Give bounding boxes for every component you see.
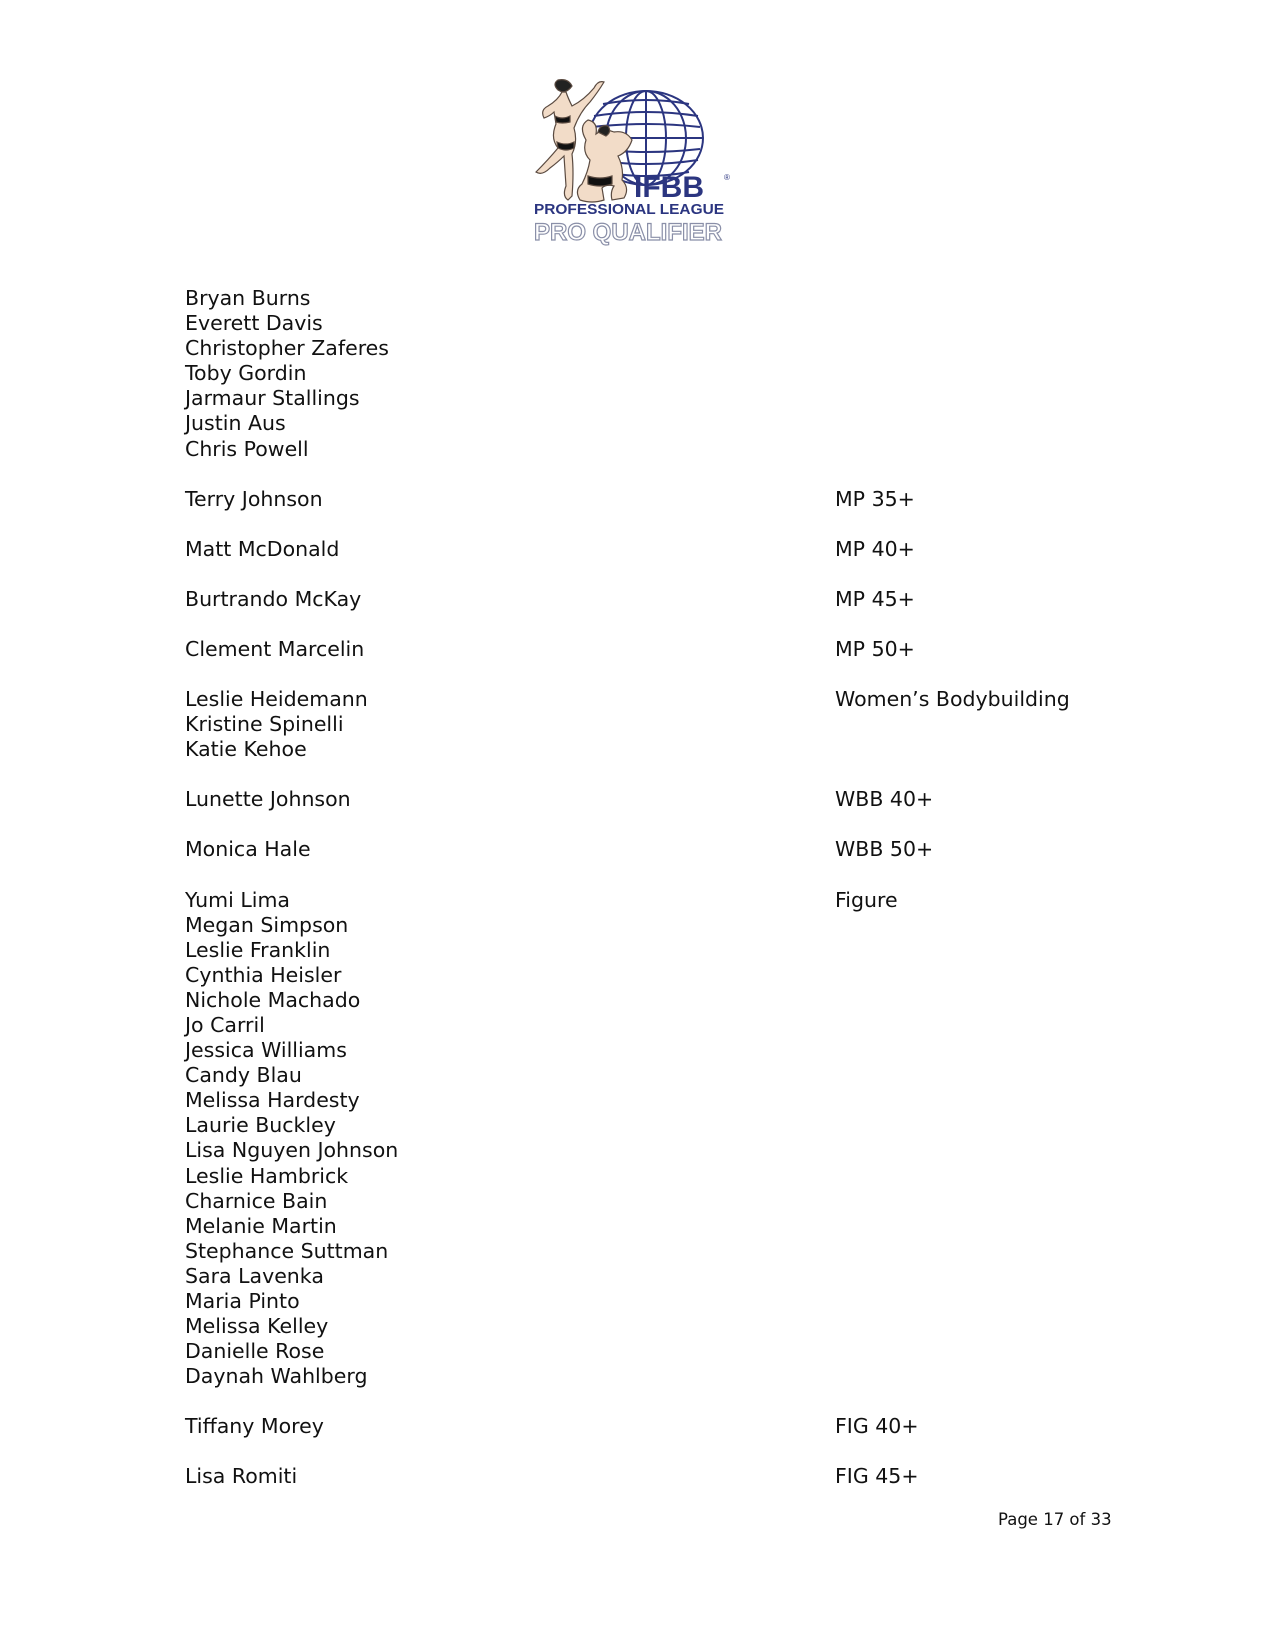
division-label: FIG 45+	[835, 1464, 919, 1489]
competitor-name: Nichole Machado	[185, 987, 361, 1012]
competitor-name: Leslie Heidemann	[185, 687, 368, 712]
division-label: FIG 40+	[835, 1414, 919, 1439]
division-label: Figure	[835, 887, 898, 912]
competitor-name: Stephance Suttman	[185, 1238, 389, 1263]
category-group	[185, 487, 1105, 512]
logo-professional-league-text: PROFESSIONAL LEAGUE	[534, 202, 725, 218]
category-group	[185, 687, 1105, 762]
competitor-name: Bryan Burns	[185, 286, 311, 310]
division-label: MP 45+	[835, 586, 915, 611]
logo-ifbb-text: IFBB	[634, 171, 704, 204]
competitor-name: Kristine Spinelli	[185, 712, 344, 737]
division-label: MP 40+	[835, 536, 915, 561]
division-label: WBB 40+	[835, 787, 934, 812]
competitor-name: Everett Davis	[185, 311, 323, 336]
competitor-name: Sara Lavenka	[185, 1263, 324, 1288]
competitor-name: Clement Marcelin	[185, 636, 365, 661]
competitor-names	[185, 1414, 835, 1439]
category-group	[185, 837, 1105, 862]
category-group	[185, 1464, 1105, 1489]
competitor-list	[185, 286, 1105, 1515]
competitor-name: Melissa Hardesty	[185, 1088, 360, 1113]
competitor-name: Charnice Bain	[185, 1188, 328, 1213]
division-label: WBB 50+	[835, 837, 934, 862]
competitor-name: Leslie Franklin	[185, 937, 331, 962]
competitor-names	[185, 487, 835, 512]
competitor-name: Cynthia Heisler	[185, 962, 342, 987]
competitor-names	[185, 637, 835, 662]
competitor-name: Jo Carril	[185, 1012, 265, 1037]
competitor-name: Jarmaur Stallings	[185, 386, 360, 411]
logo-graphic	[528, 76, 740, 252]
competitor-name: Lisa Nguyen Johnson	[185, 1138, 399, 1163]
competitor-name: Christopher Zaferes	[185, 336, 389, 361]
competitor-name: Leslie Hambrick	[185, 1163, 349, 1188]
competitor-name: Chris Powell	[185, 436, 309, 461]
competitor-name: Laurie Buckley	[185, 1113, 336, 1138]
page-number: Page 17 of 33	[998, 1510, 1112, 1529]
division-label	[835, 286, 1105, 311]
competitor-name: Maria Pinto	[185, 1289, 300, 1313]
competitor-name: Danielle Rose	[185, 1339, 325, 1364]
competitor-name: Melissa Kelley	[185, 1314, 329, 1339]
registered-mark: ®	[724, 173, 730, 182]
category-group	[185, 1414, 1105, 1439]
competitor-name: Monica Hale	[185, 837, 311, 862]
category-group	[185, 637, 1105, 662]
competitor-names	[185, 1464, 835, 1489]
category-group	[185, 587, 1105, 612]
division-label: Women’s Bodybuilding	[835, 687, 1070, 712]
competitor-names	[185, 587, 835, 612]
ifbb-pro-qualifier-logo	[528, 76, 740, 252]
competitor-names	[185, 286, 835, 462]
competitor-name: Toby Gordin	[185, 361, 307, 386]
category-group	[185, 286, 1105, 462]
division-label: MP 50+	[835, 636, 915, 661]
competitor-names	[185, 537, 835, 562]
competitor-name: Matt McDonald	[185, 536, 340, 561]
competitor-name: Megan Simpson	[185, 912, 349, 937]
category-group	[185, 787, 1105, 812]
competitor-name: Yumi Lima	[185, 887, 290, 912]
category-group	[185, 537, 1105, 562]
competitor-name: Daynah Wahlberg	[185, 1364, 368, 1389]
competitor-name: Justin Aus	[185, 411, 286, 436]
division-label: MP 35+	[835, 486, 915, 511]
competitor-name: Candy Blau	[185, 1063, 302, 1088]
competitor-name: Lisa Romiti	[185, 1464, 298, 1489]
competitor-name: Melanie Martin	[185, 1213, 337, 1238]
competitor-names	[185, 888, 835, 1390]
competitor-names	[185, 787, 835, 812]
category-group	[185, 888, 1105, 1390]
competitor-name: Terry Johnson	[185, 486, 323, 511]
competitor-names	[185, 837, 835, 862]
competitor-name: Burtrando McKay	[185, 586, 362, 611]
competitor-name: Lunette Johnson	[185, 787, 351, 812]
competitor-name: Jessica Williams	[185, 1038, 347, 1063]
competitor-name: Katie Kehoe	[185, 737, 307, 762]
competitor-name: Tiffany Morey	[185, 1414, 324, 1439]
competitor-names	[185, 687, 835, 762]
logo-pro-qualifier-text: PRO QUALIFIER	[534, 219, 722, 246]
